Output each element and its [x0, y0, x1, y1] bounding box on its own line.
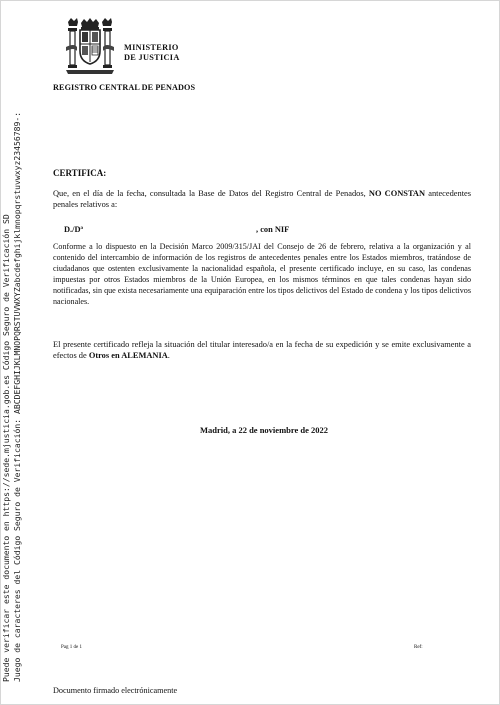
framework-decision-paragraph: Conforme a lo dispuesto en la Decisión Marco 2009/315/JAI del Consejo de 26 de febrero, relativa a la organización y al contenido del intercambio de información de los registros de antecedentes penales entre los Estados miembros, tratándose de ciudadanos que ostenten exclusivamente la nacionalidad española, el presente certificado incluye, en su caso, las condenas impuestas por otros Estados miembros de la Unión Europea, en los mismos términos en que tales condenas hayan sido notificadas, sin que exista necesariamente una equiparación entre los tipos delictivos del Estado de condena y los tipos delictivos nacionales. [53, 242, 471, 306]
ministry-name [124, 43, 180, 63]
p3-end: . [167, 351, 170, 360]
purpose-paragraph [53, 339, 471, 361]
coat-of-arms-icon [64, 17, 116, 75]
no-constan-label: NO CONSTAN [368, 189, 426, 198]
signed-note: Documento firmado electrónicamente [53, 686, 178, 695]
reference-label: Ref: [414, 645, 423, 650]
purpose-country: Otros en ALEMANIA [88, 351, 168, 360]
p1-tail: antecedentes penales relativos a: [53, 189, 472, 209]
registry-title: REGISTRO CENTRAL DE PENADOS [53, 83, 196, 92]
issue-date: Madrid, a 22 de noviembre de 2022 [199, 425, 329, 435]
certification-paragraph [53, 188, 471, 210]
nif-label: , con NIF [256, 225, 290, 234]
ministry-line-1: MINISTERIO [124, 43, 179, 52]
page-number: Pag 1 de 1 [61, 645, 82, 650]
p1-text: Que, en el día de la fecha, consultada la Base de Datos del Registro Central de Penados, [53, 189, 369, 198]
person-label: D./Dª [64, 225, 84, 234]
certifica-heading: CERTIFICA: [53, 168, 107, 178]
p3-text: El presente certificado refleja la situación del titular interesado/a en la fecha de su expedición y se emite exclusivamente a efectos de [53, 340, 471, 360]
verification-line-2: Juego de caracteres del Código Seguro de Verificación: ABCDEFGHIJKLMNOPQRSTUVWXYZabcdefghijklmnopqrstuvwxyz23456789-: [12, 111, 22, 682]
ministry-line-2: DE JUSTICIA [124, 53, 180, 62]
verification-line-1: Puede verificar este documento en https://sede.mjusticia.gob.es Código Seguro de Verificación SD [1, 214, 11, 682]
verification-side-text [1, 0, 27, 705]
